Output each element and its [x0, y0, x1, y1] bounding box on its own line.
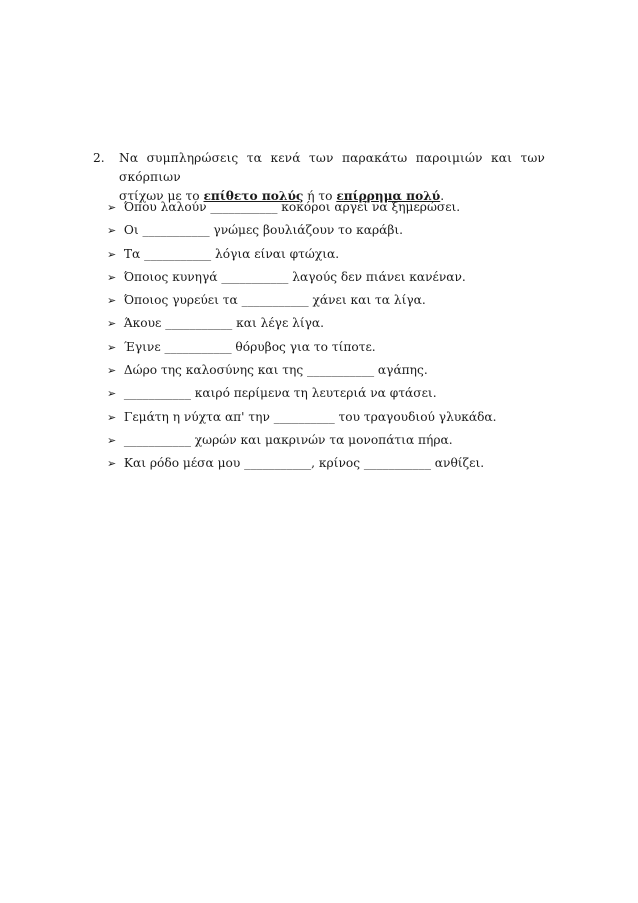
arrow-bullet-icon: ➢ — [107, 387, 117, 401]
list-item — [107, 382, 567, 405]
arrow-bullet-icon: ➢ — [107, 294, 117, 308]
arrow-bullet-icon: ➢ — [107, 224, 117, 238]
list-item — [107, 429, 567, 452]
arrow-bullet-icon: ➢ — [107, 317, 117, 331]
list-item — [107, 266, 567, 289]
list-item — [107, 406, 567, 429]
proverb-text: Και ρόδο μέσα μου ___________, κρίνος ___________ ανθίζει. — [123, 456, 485, 471]
proverb-text: ___________ χωρών και μακρινών τα μονοπάτια πήρα. — [123, 432, 453, 447]
proverb-text: Άκουε ___________ και λέγε λίγα. — [123, 316, 325, 331]
term-adverb: επίρρημα πολύ — [336, 189, 441, 203]
arrow-bullet-icon: ➢ — [107, 433, 117, 447]
proverb-text: ___________ καιρό περίμενα τη λευτεριά να φτάσει. — [123, 386, 437, 401]
exercise-number: 2. — [93, 151, 105, 165]
list-item — [107, 452, 567, 475]
list-item — [107, 289, 567, 312]
arrow-bullet-icon: ➢ — [107, 201, 117, 214]
proverb-text: Όπου λαλούν ___________ κοκόροι αργεί να ξημερώσει. — [123, 200, 461, 214]
proverb-text: Δώρο της καλοσύνης και της ___________ αγάπης. — [123, 363, 428, 378]
arrow-bullet-icon: ➢ — [107, 270, 117, 284]
instruction-line-1: Να συμπληρώσεις τα κενά των παρακάτω παροιμιών και των σκόρπιων — [119, 151, 545, 184]
list-item — [107, 196, 567, 219]
instruction-prefix: στίχων με το — [119, 189, 204, 203]
list-item — [107, 359, 567, 382]
arrow-bullet-icon: ➢ — [107, 247, 117, 261]
proverb-text: Όποιος κυνηγά ___________ λαγούς δεν πιάνει κανέναν. — [123, 269, 466, 284]
arrow-bullet-icon: ➢ — [107, 410, 117, 424]
proverb-list — [107, 196, 567, 476]
list-item — [107, 243, 567, 266]
instruction-middle: ή το — [303, 189, 337, 203]
proverb-text: Όποιος γυρεύει τα ___________ χάνει και τα λίγα. — [123, 293, 426, 308]
list-item — [107, 336, 567, 359]
instruction-suffix: . — [440, 189, 445, 203]
proverb-text: Έγινε ___________ θόρυβος για το τίποτε. — [123, 339, 376, 354]
arrow-bullet-icon: ➢ — [107, 457, 117, 471]
arrow-bullet-icon: ➢ — [107, 364, 117, 378]
arrow-bullet-icon: ➢ — [107, 340, 117, 354]
list-item — [107, 312, 567, 335]
list-item — [107, 219, 567, 242]
term-adjective: επίθετο πολύς — [203, 189, 304, 203]
proverb-text: Γεμάτη η νύχτα απ' την __________ του τραγουδιού γλυκάδα. — [123, 409, 497, 424]
proverb-text: Οι ___________ γνώμες βουλιάζουν το καράβι. — [123, 223, 404, 238]
proverb-text: Τα ___________ λόγια είναι φτώχια. — [123, 246, 340, 261]
